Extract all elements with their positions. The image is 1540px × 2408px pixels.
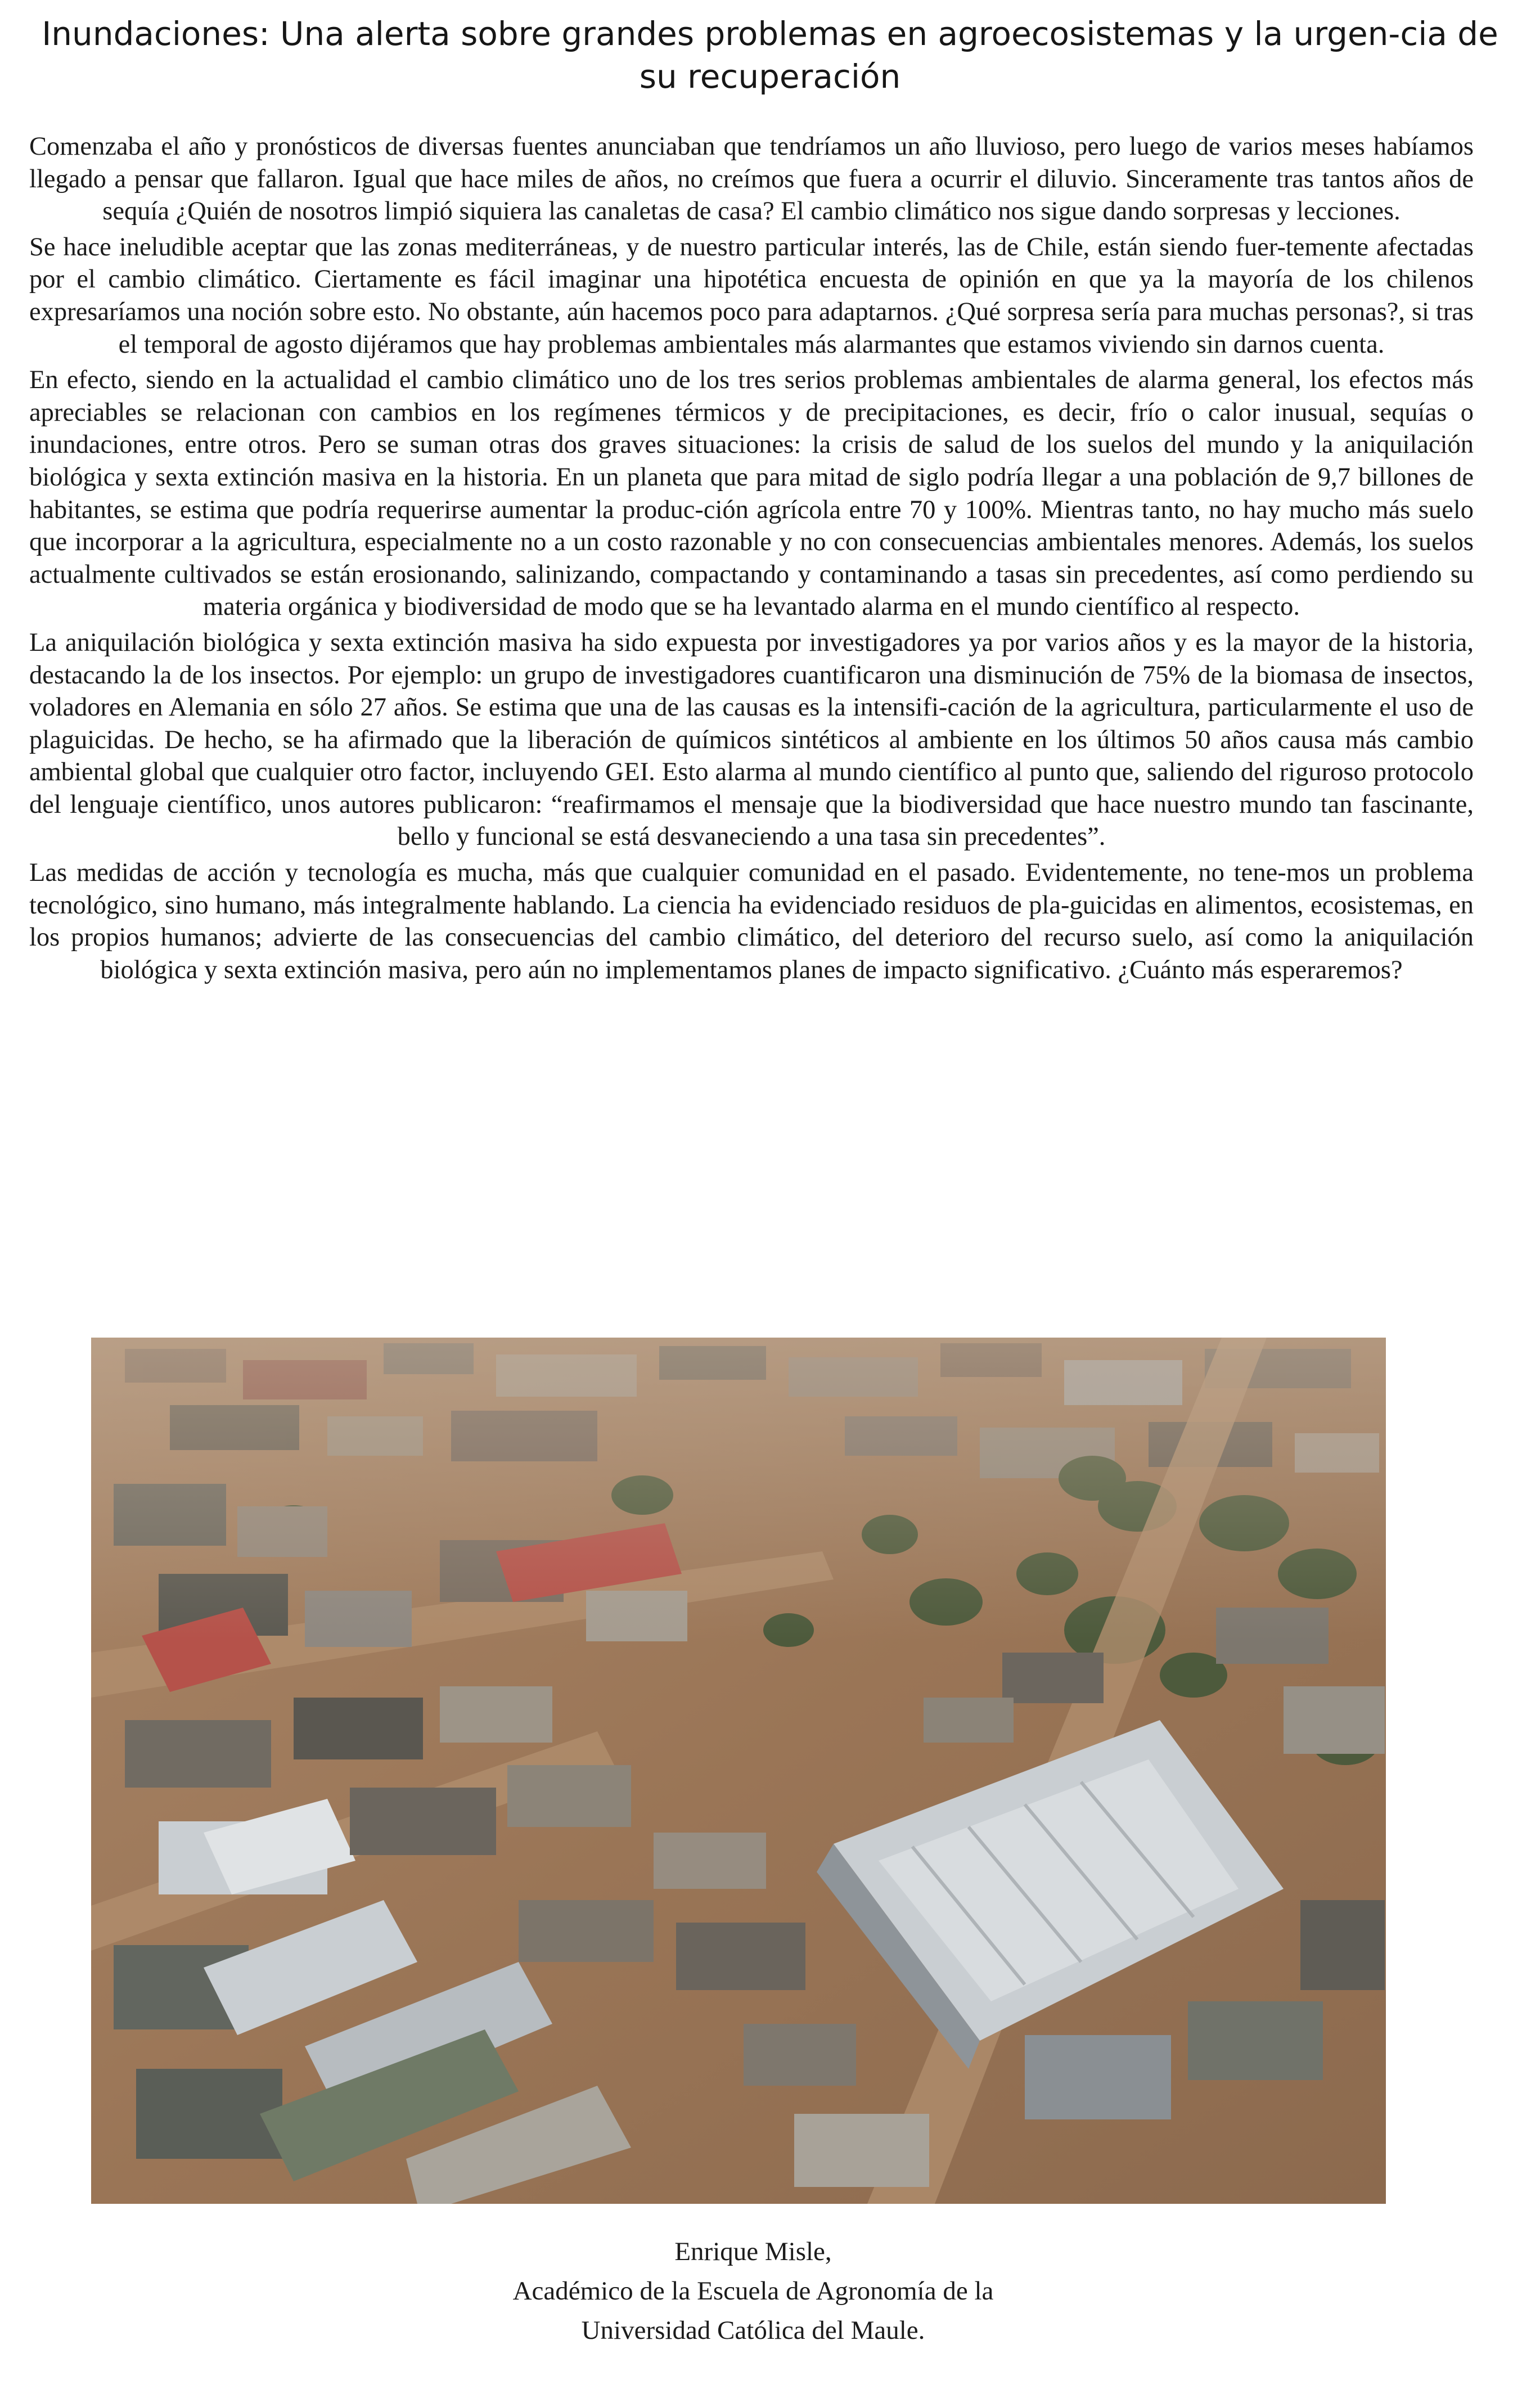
author-role-line-2: Universidad Católica del Maule.	[581, 2316, 925, 2345]
author-name: Enrique Misle,	[674, 2237, 832, 2266]
flood-aerial-illustration	[91, 1338, 1386, 2204]
paragraph-4: La aniquilación biológica y sexta extinción masiva ha sido expuesta por investigadores ya por varios años y es la mayor de la historia, destacando la de los insectos. Por ejemplo: un grupo de investigadores cuantificaron una disminución de 75% de la biomasa de insectos, voladores en Alemania en sólo 27 años. Se estima que una de las causas es la intensifi-cación de la agricultura, particularmente el uso de plaguicidas. De hecho, se ha afirmado que la liberación de químicos sintéticos al ambiente en los últimos 50 años causa más cambio ambiental global que cualquier otro factor, incluyendo GEI. Esto alarma al mundo científico al punto que, saliendo del riguroso protocolo del lenguaje científico, unos autores publicaron: “reafirmamos el mensaje que la biodiversidad que hace nuestro mundo tan fascinante, bello y funcional se está desvaneciendo a una tasa sin precedentes”.	[29, 628, 1474, 852]
author-role-line-1: Académico de la Escuela de Agronomía de la	[512, 2276, 994, 2306]
paragraph-2: Se hace ineludible aceptar que las zonas mediterráneas, y de nuestro particular interés, las de Chile, están siendo fuer-temente afectadas por el cambio climático. Ciertamente es fácil imaginar una hipotética encuesta de opinión en que ya la mayoría de los chilenos expresaríamos una noción sobre esto. No obstante, aún hacemos poco para adaptarnos. ¿Qué sorpresa sería para muchas personas?, si tras el temporal de agosto dijéramos que hay problemas ambientales más alarmantes que estamos viviendo sin darnos cuenta.	[29, 232, 1474, 359]
paragraph-3: En efecto, siendo en la actualidad el cambio climático uno de los tres serios problemas ambientales de alarma general, los efectos más apreciables se relacionan con cambios en los regímenes térmicos y de precipitaciones, es decir, frío o calor inusual, sequías o inundaciones, entre otros. Pero se suman otras dos graves situaciones: la crisis de salud de los suelos del mundo y la aniquilación biológica y sexta extinción masiva en la historia. En un planeta que para mitad de siglo podría llegar a una población de 9,7 billones de habitantes, se estima que podría requerirse aumentar la produc-ción agrícola entre 70 y 100%. Mientras tanto, no hay mucho más suelo que incorporar a la agricultura, especialmente no a un costo razonable y no con consecuencias ambientales menores. Además, los suelos actualmente cultivados se están erosionando, salinizando, compactando y contaminando a tasas sin precedentes, así como perdiendo su materia orgánica y biodiversidad de modo que se ha levantado alarma en el mundo científico al respecto.	[29, 366, 1474, 622]
paragraph-1: Comenzaba el año y pronósticos de diversas fuentes anunciaban que tendríamos un año lluvioso, pero luego de varios meses habíamos llegado a pensar que fallaron. Igual que hace miles de años, no creímos que fuera a ocurrir el diluvio. Sinceramente tras tantos años de sequía ¿Quién de nosotros limpió siquiera las canaletas de casa? El cambio climático nos sigue dando sorpresas y lecciones.	[29, 132, 1474, 226]
article-body	[29, 130, 1474, 989]
paragraph-5: Las medidas de acción y tecnología es mucha, más que cualquier comunidad en el pasado. Evidentemente, no tene-mos un problema tecnológico, sino humano, más integralmente hablando. La ciencia ha evidenciado residuos de pla-guicidas en alimentos, ecosistemas, en los propios humanos; advierte de las consecuencias del cambio climático, del deterioro del recurso suelo, así como la aniquilación biológica y sexta extinción masiva, pero aún no implementamos planes de impacto significativo. ¿Cuánto más esperaremos?	[29, 858, 1474, 984]
atmospheric-haze	[91, 1338, 1386, 2204]
article-title: Inundaciones: Una alerta sobre grandes problemas en agroecosistemas y la urgen-cia de su recuperación	[42, 15, 1498, 96]
flood-aerial-photo	[91, 1338, 1386, 2204]
author-signature	[281, 2232, 1225, 2350]
